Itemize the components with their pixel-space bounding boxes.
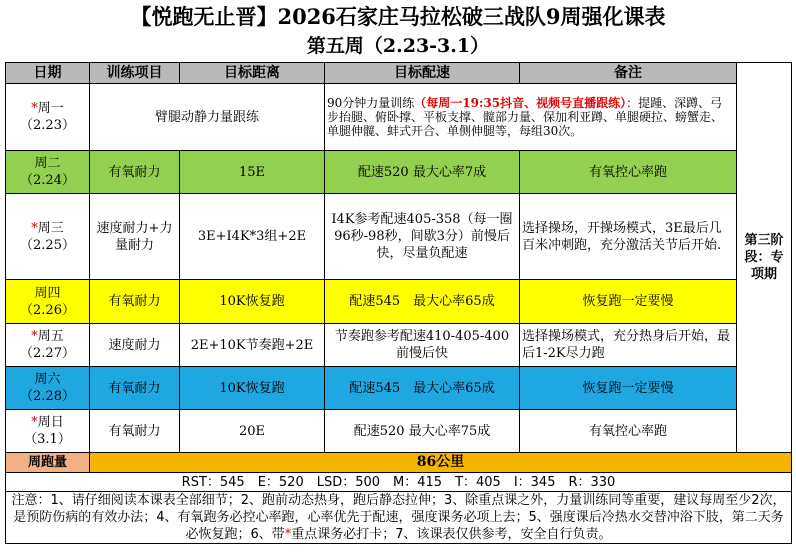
remark-cell: 选择操场模式，充分热身后开始，最后1-2K尽力跑 <box>520 324 737 367</box>
item-cell: 臂腿动静力量跟练 <box>90 84 325 151</box>
notes-row <box>6 492 792 544</box>
pace-reference: RST：545 E：520 LSD：500 M：415 T：405 I：345 R：330 <box>6 473 792 492</box>
distance-cell: 3E+I4K*3组+2E <box>180 194 325 280</box>
table-row <box>6 84 792 151</box>
phase-label: 第三阶段：专项期 <box>737 63 792 453</box>
remark-cell: 恢复跑一定要慢 <box>520 280 737 324</box>
header-pace: 目标配速 <box>325 63 520 84</box>
page-title: 【悦跑无止晋】2026石家庄马拉松破三战队9周强化课表 <box>130 4 666 29</box>
day-date: （3.1） <box>24 432 71 447</box>
item-cell: 速度耐力 <box>90 324 180 367</box>
distance-cell: 10K恢复跑 <box>180 280 325 324</box>
header-distance: 目标距离 <box>180 63 325 84</box>
pace-cell: I4K参考配速405-358（每一圈96秒-98秒，间歇3分）前慢后快，尽量负配速 <box>325 194 520 280</box>
day-name: 周一 <box>37 101 64 116</box>
table-row <box>6 367 792 410</box>
day-cell <box>6 151 90 194</box>
item-cell: 有氧耐力 <box>90 410 180 453</box>
detail-text: ：提踵、深蹲、弓步抬腿、俯卧撑、平板支撑、髋部力量、保加利亚蹲、单腿硬拉、螃蟹走、单腿伸髋、蚌式开合、单侧伸腿等，每组30次。 <box>327 96 724 138</box>
detail-text: 90分钟力量训练 <box>327 96 415 110</box>
day-name: 周四 <box>34 285 61 301</box>
week-subtitle: 第五周（2.23-3.1） <box>306 35 490 57</box>
live-stream-note: （每周一19:35抖音、视频号直播跟练） <box>414 96 627 110</box>
day-cell <box>6 324 90 367</box>
notes-text: 重点课务必打卡；7、该课表仅供参考，安全自行负责。 <box>291 527 612 542</box>
key-session-star: * <box>31 329 38 344</box>
weekly-total-row <box>6 453 792 473</box>
remark-cell: 选择操场，开操场模式，3E最后几百米冲刺跑，充分激活关节后开始. <box>520 194 737 280</box>
day-name: 周二 <box>34 156 61 171</box>
distance-cell: 15E <box>180 151 325 194</box>
header-date: 日期 <box>6 63 90 84</box>
day-name: 周三 <box>37 220 64 236</box>
weekly-total-value: 86公里 <box>90 453 792 473</box>
distance-cell: 10K恢复跑 <box>180 367 325 410</box>
header-remark: 备注 <box>520 63 737 84</box>
remark-cell: 有氧控心率跑 <box>520 410 737 453</box>
remark-cell: 有氧控心率跑 <box>520 151 737 194</box>
day-date: （2.26） <box>20 302 75 318</box>
day-date: （2.23） <box>20 118 75 133</box>
day-name: 周日 <box>37 415 64 430</box>
day-name: 周五 <box>37 329 64 344</box>
pace-cell: 配速545 最大心率65成 <box>325 280 520 324</box>
weekly-total-label: 周跑量 <box>6 453 90 473</box>
day-cell <box>6 280 90 324</box>
day-date: （2.25） <box>20 237 75 253</box>
key-session-star: * <box>31 101 38 116</box>
table-row <box>6 324 792 367</box>
header-row <box>6 63 792 84</box>
distance-cell: 20E <box>180 410 325 453</box>
item-cell: 有氧耐力 <box>90 367 180 410</box>
key-session-star: * <box>31 415 38 430</box>
notes-star: * <box>284 527 292 542</box>
day-cell <box>6 194 90 280</box>
key-session-star: * <box>31 220 38 236</box>
table-row <box>6 410 792 453</box>
pace-reference-row <box>6 473 792 492</box>
notes-text: 注意：1、请仔细阅读本课表全部细节；2、跑前动态热身，跑后静态拉伸；3、除重点课之外，力量训练同等重要，建议每周至少2次，是预防伤病的有效办法；4、有氧跑务必控心率跑，心率优先于配速，强度课务必项上去；5、强度课后冷热水交替冲浴下肢，第二天务必恢复跑；6、带 <box>11 493 786 542</box>
pace-cell: 配速545 最大心率65成 <box>325 367 520 410</box>
day-cell <box>6 410 90 453</box>
item-cell: 有氧耐力 <box>90 280 180 324</box>
item-cell: 有氧耐力 <box>90 151 180 194</box>
pace-cell: 节奏跑参考配速410-405-400 前慢后快 <box>325 324 520 367</box>
schedule-table <box>5 62 792 544</box>
item-cell: 速度耐力+力量耐力 <box>90 194 180 280</box>
day-date: （2.28） <box>20 389 75 404</box>
pace-cell: 配速520 最大心率7成 <box>325 151 520 194</box>
header-item: 训练项目 <box>90 63 180 84</box>
day-cell <box>6 367 90 410</box>
pace-cell: 配速520 最大心率75成 <box>325 410 520 453</box>
table-row <box>6 194 792 280</box>
day-name: 周六 <box>34 372 61 387</box>
distance-cell: 2E+10K节奏跑+2E <box>180 324 325 367</box>
day-cell <box>6 84 90 151</box>
detail-cell <box>325 84 737 151</box>
day-date: （2.24） <box>20 173 75 188</box>
day-date: （2.27） <box>20 346 75 361</box>
notes-cell <box>6 492 792 544</box>
table-row <box>6 151 792 194</box>
remark-cell: 恢复跑一定要慢 <box>520 367 737 410</box>
table-row <box>6 280 792 324</box>
